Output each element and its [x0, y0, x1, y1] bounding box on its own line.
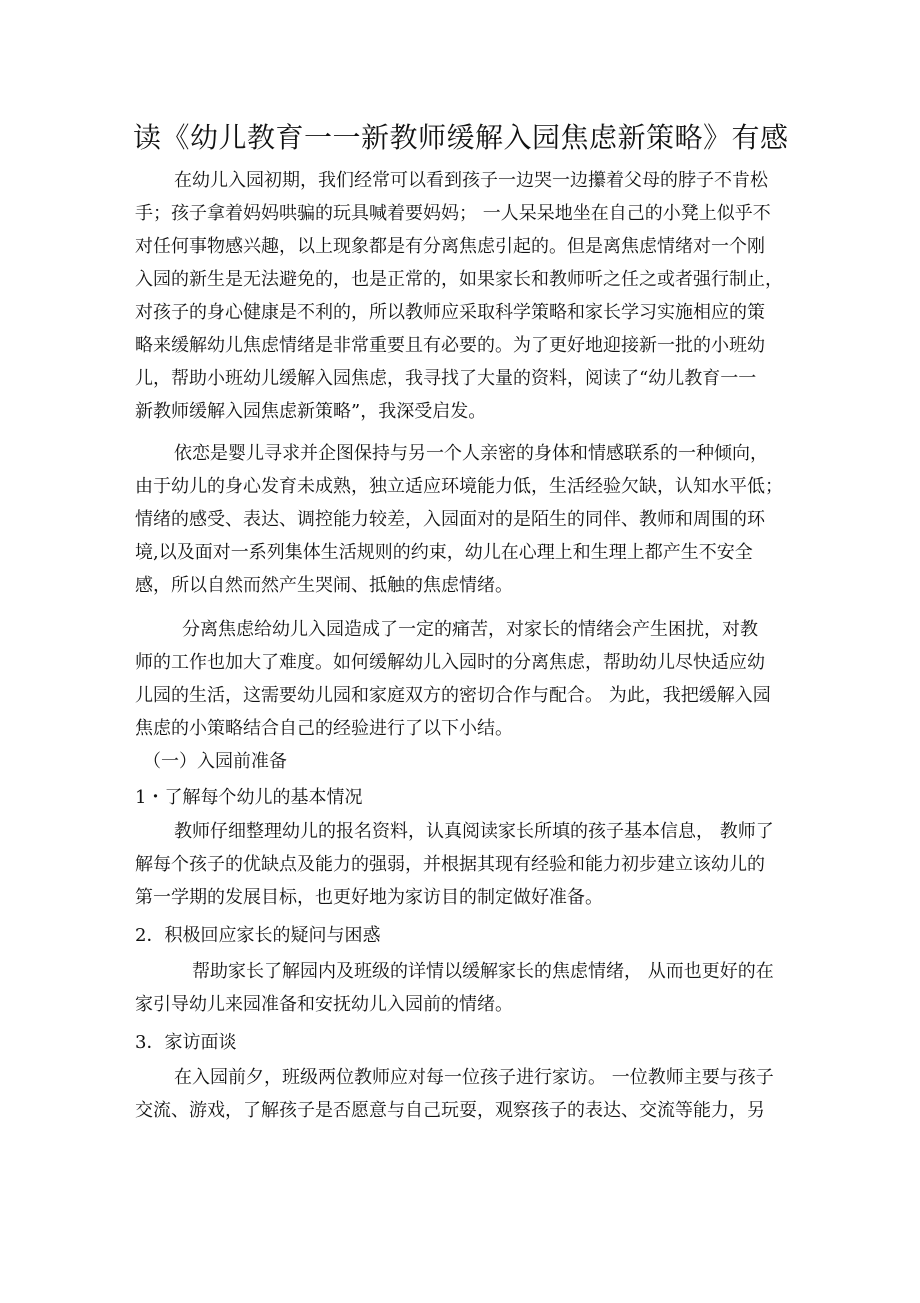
paragraph-line: 由于幼儿的身心发育未成熟，独立适应环境能力低，生活经验欠缺，认知水平低；: [135, 476, 783, 497]
paragraph-line: 儿，帮助小班幼儿缓解入园焦虑，我寻找了大量的资料，阅读了“幼儿教育一一: [135, 368, 757, 389]
paragraph-line: 分离焦虑给幼儿入园造成了一定的痛苦，对家长的情绪会产生困扰，对教: [182, 619, 758, 640]
section-heading: （一）入园前准备: [143, 751, 287, 772]
paragraph-line: 感，所以自然而然产生哭闹、抵触的焦虑情绪。: [135, 575, 513, 596]
paragraph-line: 焦虑的小策略结合自己的经验进行了以下小结。: [135, 718, 513, 739]
paragraph-line: 手；孩子拿着妈妈哄骗的玩具喊着要妈妈； 一人呆呆地坐在自己的小凳上似乎不: [135, 203, 771, 224]
paragraph-line: 新教师缓解入园焦虑新策略”，我深受启发。: [135, 401, 487, 422]
paragraph-line: 入园的新生是无法避免的，也是正常的，如果家长和教师听之任之或者强行制止，: [135, 269, 783, 290]
paragraph-line: 解每个孩子的优缺点及能力的强弱，并根据其现有经验和能力初步建立该幼儿的: [135, 854, 765, 875]
paragraph-line: 略来缓解幼儿焦虑情绪是非常重要且有必要的。为了更好地迎接新一批的小班幼: [135, 335, 765, 356]
paragraph-line: 情绪的感受、表达、调控能力较差，入园面对的是陌生的同伴、教师和周围的环: [135, 509, 765, 530]
paragraph-line: 帮助家长了解园内及班级的详情以缓解家长的焦虑情绪， 从而也更好的在: [192, 961, 774, 982]
paragraph-line: 教师仔细整理幼儿的报名资料，认真阅读家长所填的孩子基本信息， 教师了: [174, 821, 774, 842]
paragraph-line: 对孩子的身心健康是不利的，所以教师应采取科学策略和家长学习实施相应的策: [135, 302, 765, 323]
paragraph-line: 在入园前夕，班级两位教师应对每一位孩子进行家访。 一位教师主要与孩子: [174, 1067, 774, 1088]
subsection-heading: 1・了解每个幼儿的基本情况: [135, 787, 363, 808]
paragraph-line: 第一学期的发展目标，也更好地为家访目的制定做好准备。: [135, 887, 603, 908]
paragraph-line: 境,以及面对一系列集体生活规则的约束，幼儿在心理上和生理上都产生不安全: [135, 542, 753, 563]
subsection-heading: 3．家访面谈: [135, 1032, 237, 1053]
paragraph-line: 儿园的生活，这需要幼儿园和家庭双方的密切合作与配合。 为此，我把缓解入园: [135, 685, 771, 706]
paragraph-line: 家引导幼儿来园准备和安抚幼儿入园前的情绪。: [135, 994, 513, 1015]
paragraph-line: 依恋是婴儿寻求并企图保持与另一个人亲密的身体和情感联系的一种倾向，: [174, 443, 768, 464]
document-title: 读《幼儿教育一一新教师缓解入园焦虑新策略》有感: [133, 121, 789, 154]
subsection-heading: 2．积极回应家长的疑问与困惑: [135, 925, 381, 946]
paragraph-line: 对任何事物感兴趣，以上现象都是有分离焦虑引起的。但是离焦虑情绪对一个刚: [135, 236, 765, 257]
paragraph-line: 师的工作也加大了难度。如何缓解幼儿入园时的分离焦虑，帮助幼儿尽快适应幼: [135, 652, 765, 673]
paragraph-line: 在幼儿入园初期，我们经常可以看到孩子一边哭一边攥着父母的脖子不肯松: [174, 170, 768, 191]
paragraph-line: 交流、游戏，了解孩子是否愿意与自己玩耍，观察孩子的表达、交流等能力，另: [135, 1100, 765, 1121]
